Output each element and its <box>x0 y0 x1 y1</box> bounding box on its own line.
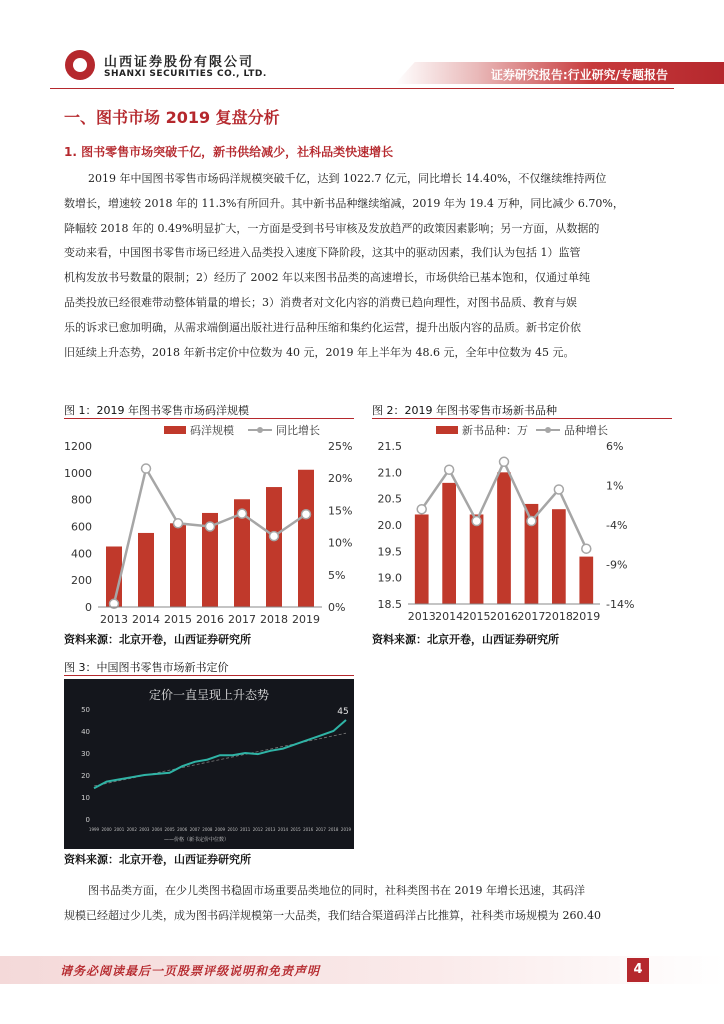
x-tick-label: 2016 <box>490 610 518 623</box>
bar-新书品种：万 <box>497 472 511 604</box>
y-tick-label-left: 800 <box>71 493 92 507</box>
x-tick-label: 2015 <box>462 610 491 623</box>
x-tick-label: 2017 <box>228 613 256 626</box>
y-tick-label-right: 1% <box>606 479 624 493</box>
para-line: 降幅较 2018 年的 0.49%明显扩大，一方面是受到书号审核及发放趋严的政策因素影响；另一方面，从数据的 <box>64 221 600 235</box>
x-tick-label: 2013 <box>100 613 128 626</box>
bar-码洋规模 <box>138 533 154 607</box>
y-tick-label: 30 <box>81 750 90 758</box>
sub-title: 1. 图书零售市场突破千亿，新书供给减少，社科品类快速增长 <box>64 145 394 159</box>
y-tick-label-right: -9% <box>606 558 628 572</box>
growth-point <box>270 532 279 541</box>
para-line: 数增长，增速较 2018 年的 11.3%有所回升。其中新书品种继续缩减，2019 年为 19.4 万种，同比减少 6.70%， <box>64 196 624 210</box>
bar-码洋规模 <box>266 487 282 607</box>
y-tick-label-left: 1000 <box>64 466 92 480</box>
company-name-cn: 山西证券股份有限公司 <box>104 55 255 70</box>
report-type-label: 证券研究报告:行业研究/专题报告 <box>490 68 668 82</box>
x-tick-label: 2005 <box>164 827 175 832</box>
figure-2-caption: 图 2：2019 年图书零售市场新书品种 <box>372 404 557 417</box>
x-tick-label: 2014 <box>277 827 289 832</box>
y-tick-label: 0 <box>85 816 90 824</box>
para-line: 旧延续上升态势，2018 年新书定价中位数为 40 元，2019 年上半年为 48.6 元，全年中位数为 45 元。 <box>64 345 575 359</box>
growth-point <box>527 517 536 526</box>
x-tick-label: 2016 <box>303 827 314 832</box>
chart-new-titles <box>372 420 672 630</box>
growth-point <box>582 544 591 553</box>
y-tick-label-left: 20.0 <box>377 519 402 532</box>
x-tick-label: 2015 <box>290 827 301 832</box>
x-tick-label: 2009 <box>214 827 226 832</box>
legend-bar-swatch <box>164 426 186 434</box>
x-tick-label: 2018 <box>328 827 339 832</box>
legend-label: 新书品种：万 <box>462 424 528 437</box>
chart-background <box>64 679 354 849</box>
y-tick-label-right: -4% <box>606 519 628 532</box>
x-tick-label: 2019 <box>292 613 320 626</box>
figure-1-caption: 图 1：2019 年图书零售市场码洋规模 <box>64 404 249 417</box>
growth-point <box>445 465 454 474</box>
y-tick-label-right: 0% <box>328 601 346 614</box>
growth-point <box>174 519 183 528</box>
y-tick-label-left: 18.5 <box>377 598 402 611</box>
growth-point <box>417 505 426 514</box>
x-tick-label: 2019 <box>340 827 352 832</box>
section-title: 一、图书市场 2019 复盘分析 <box>64 108 280 127</box>
chart-market-size <box>64 420 364 630</box>
para-line: 机构发放书号数量的限制；2）经历了 2002 年以来图书品类的高速增长，市场供给已基本饱和，仅通过单纯 <box>64 271 590 285</box>
para-line: 规模已经超过少儿类，成为图书码洋规模第一大品类，我们结合渠道码洋占比推算，社科类市场规模为 260.40 <box>64 908 601 922</box>
x-tick-label: 2018 <box>260 613 288 626</box>
x-tick-label: 2007 <box>189 827 200 832</box>
y-tick-label-right: -14% <box>606 598 635 611</box>
growth-point <box>472 517 481 526</box>
legend-line-marker <box>257 427 263 433</box>
chart-legend <box>164 423 320 437</box>
figure-1-source: 资料来源：北京开卷，山西证券研究所 <box>64 633 251 646</box>
para-line: 图书品类方面，在少儿类图书稳固市场重要品类地位的同时，社科类图书在 2019 年增长迅速，其码洋 <box>88 884 585 897</box>
x-tick-label: 2010 <box>227 827 238 832</box>
growth-point <box>554 485 563 494</box>
bar-码洋规模 <box>170 523 186 607</box>
company-name-en: SHANXI SECURITIES CO., LTD. <box>104 69 267 79</box>
legend-label: 码洋规模 <box>190 424 234 437</box>
y-tick-label-left: 20.5 <box>377 492 402 506</box>
growth-point <box>500 457 509 466</box>
x-tick-label: 2011 <box>240 827 251 832</box>
y-tick-label: 50 <box>81 706 90 714</box>
figure-3-caption: 图 3：中国图书零售市场新书定价 <box>64 661 229 674</box>
y-tick-label-right: 6% <box>606 440 624 453</box>
x-tick-label: 2002 <box>126 827 137 832</box>
y-tick-label-left: 21.5 <box>377 440 402 453</box>
figure-2-source: 资料来源：北京开卷，山西证券研究所 <box>372 633 559 646</box>
x-tick-label: 2014 <box>132 613 160 626</box>
figure-3-caption-rule <box>64 675 354 676</box>
chart-title: 定价一直呈现上升态势 <box>148 688 270 702</box>
x-tick-label: 2019 <box>572 610 601 623</box>
y-tick-label-right: 25% <box>328 440 353 453</box>
growth-point <box>142 464 151 473</box>
chart-legend-label: ——价格（新书定价中位数） <box>164 837 230 843</box>
figure-1-caption-rule <box>64 418 354 419</box>
x-tick-label: 2014 <box>435 610 464 623</box>
x-tick-label: 2017 <box>517 610 546 623</box>
x-tick-label: 1999 <box>88 827 100 832</box>
y-tick-label-left: 1200 <box>64 440 92 453</box>
para-line: 2019 年中国图书零售市场码洋规模突破千亿，达到 1022.7 亿元，同比增长 14.40%，不仅继续维持两位 <box>88 172 607 185</box>
x-tick-label: 2000 <box>101 827 112 832</box>
para-line: 变动来看，中国图书零售市场已经进入品类投入速度下降阶段，这其中的驱动因素，我们认为包括 1）监管 <box>64 246 581 260</box>
legend-line-marker <box>545 427 551 433</box>
figure-2-caption-rule <box>372 418 672 419</box>
bar-新书品种：万 <box>470 514 484 604</box>
y-tick-label-left: 19.5 <box>377 545 402 559</box>
company-logo <box>65 50 95 80</box>
x-tick-label: 2008 <box>202 827 213 832</box>
bar-新书品种：万 <box>579 557 593 604</box>
x-tick-label: 2016 <box>196 613 224 626</box>
bar-新书品种：万 <box>415 514 429 604</box>
legend-bar-swatch <box>436 426 458 434</box>
y-tick-label: 10 <box>81 794 90 802</box>
header-divider <box>50 88 674 89</box>
y-tick-label-left: 600 <box>71 520 92 534</box>
y-tick-label: 40 <box>81 728 90 736</box>
x-tick-label: 2017 <box>315 827 326 832</box>
bar-码洋规模 <box>298 470 314 607</box>
bar-新书品种：万 <box>552 509 566 604</box>
y-tick-label-right: 20% <box>328 472 353 486</box>
x-tick-label: 2013 <box>265 827 276 832</box>
y-tick-label-right: 15% <box>328 504 353 518</box>
y-tick-label-left: 0 <box>85 601 92 614</box>
y-tick-label-left: 200 <box>71 574 92 588</box>
x-tick-label: 2013 <box>407 610 436 623</box>
paragraph-market-review <box>64 167 674 365</box>
x-tick-label: 2001 <box>114 827 125 832</box>
y-tick-label-right: 10% <box>328 536 353 550</box>
y-tick-label: 20 <box>81 772 90 780</box>
chart-book-price <box>64 679 354 849</box>
chart-legend <box>436 423 608 437</box>
y-tick-label-left: 400 <box>71 547 92 561</box>
para-line: 乐的诉求已愈加明确，从需求端倒逼出版社进行品种压缩和集约化运营，提升出版内容的品质。新书定价依 <box>64 320 581 334</box>
footer-disclaimer: 请务必阅读最后一页股票评级说明和免责声明 <box>60 964 321 978</box>
page-number: 4 <box>627 958 649 982</box>
x-tick-label: 2004 <box>151 827 163 832</box>
x-tick-label: 2015 <box>164 613 192 626</box>
x-tick-label: 2003 <box>139 827 150 832</box>
x-tick-label: 2006 <box>177 827 188 832</box>
figure-3-source: 资料来源：北京开卷，山西证券研究所 <box>64 853 251 866</box>
x-tick-label: 2018 <box>544 610 573 623</box>
price-end-label: 45 <box>337 707 349 717</box>
y-tick-label-left: 21.0 <box>377 466 402 480</box>
para-line: 品类投放已经很难带动整体销量的增长；3）消费者对文化内容的消费已趋向理性，对图书品质、教育与娱 <box>64 295 577 309</box>
growth-point <box>238 509 247 518</box>
legend-label: 同比增长 <box>276 424 320 437</box>
y-tick-label-right: 5% <box>328 568 346 582</box>
growth-point <box>302 510 311 519</box>
y-tick-label-left: 19.0 <box>377 571 402 585</box>
legend-label: 品种增长 <box>564 424 608 437</box>
paragraph-categories <box>64 879 674 929</box>
bar-新书品种：万 <box>442 483 456 604</box>
growth-point <box>206 522 215 531</box>
x-tick-label: 2012 <box>252 827 263 832</box>
